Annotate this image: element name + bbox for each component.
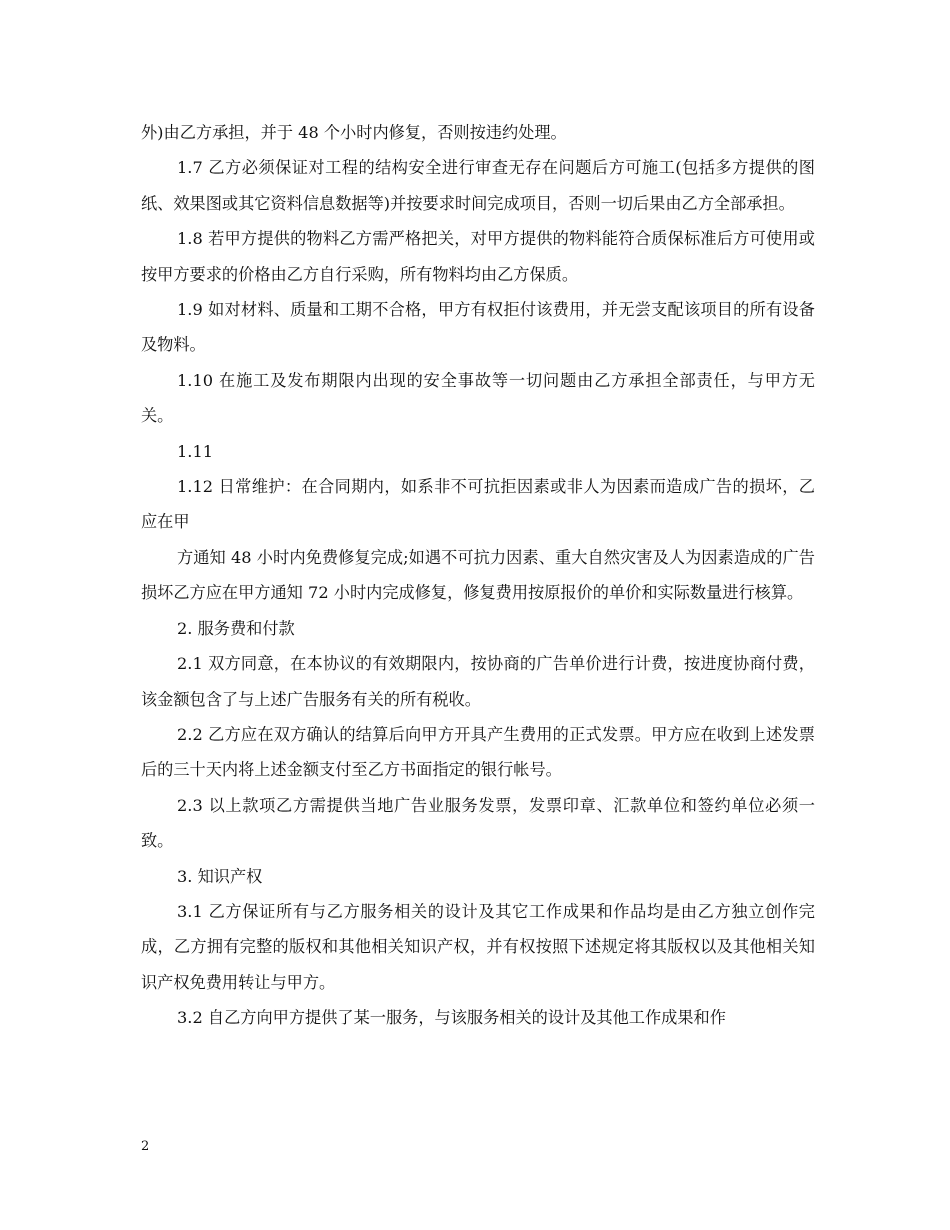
paragraph: 1.11 bbox=[177, 441, 214, 461]
section-heading: 2. 服务费和付款 bbox=[177, 618, 295, 638]
paragraph: 2.1 双方同意，在本协议的有效期限内，按协商的广告单价进行计费，按进度协商付费，该金额包含了与上述广告服务有关的所有税收。 bbox=[141, 654, 815, 709]
section-heading: 3. 知识产权 bbox=[177, 866, 263, 886]
document-body bbox=[141, 115, 815, 1036]
paragraph: 外)由乙方承担，并于 48 个小时内修复，否则按违约处理。 bbox=[141, 123, 567, 142]
paragraph: 2.2 乙方应在双方确认的结算后向甲方开具产生费用的正式发票。甲方应在收到上述发票后的三十天内将上述金额支付至乙方书面指定的银行帐号。 bbox=[141, 724, 815, 780]
paragraph: 方通知 48 小时内免费修复完成;如遇不可抗力因素、重大自然灾害及人为因素造成的广告损坏乙方应在甲方通知 72 小时内完成修复，修复费用按原报价的单价和实际数量进行核算。 bbox=[141, 547, 815, 603]
paragraph: 1.7 乙方必须保证对工程的结构安全进行审查无存在问题后方可施工(包括多方提供的图纸、效果图或其它资料信息数据等)并按要求时间完成项目，否则一切后果由乙方全部承担。 bbox=[141, 158, 815, 213]
paragraph: 3.1 乙方保证所有与乙方服务相关的设计及其它工作成果和作品均是由乙方独立创作完成，乙方拥有完整的版权和其他相关知识产权，并有权按照下述规定将其版权以及其他相关知识产权免费用转让与甲方。 bbox=[141, 901, 815, 992]
paragraph: 3.2 自乙方向甲方提供了某一服务，与该服务相关的设计及其他工作成果和作 bbox=[177, 1008, 726, 1028]
paragraph: 1.8 若甲方提供的物料乙方需严格把关，对甲方提供的物料能符合质保标准后方可使用或按甲方要求的价格由乙方自行采购，所有物料均由乙方保质。 bbox=[141, 229, 815, 284]
page-number: 2 bbox=[141, 1139, 150, 1154]
paragraph: 1.10 在施工及发布期限内出现的安全事故等一切问题由乙方承担全部责任，与甲方无关。 bbox=[141, 370, 815, 426]
paragraph: 1.12 日常维护：在合同期内，如系非不可抗拒因素或非人为因素而造成广告的损坏，乙应在甲 bbox=[141, 477, 815, 532]
paragraph: 1.9 如对材料、质量和工期不合格，甲方有权拒付该费用，并无尝支配该项目的所有设备及物料。 bbox=[141, 300, 815, 355]
paragraph: 2.3 以上款项乙方需提供当地广告业服务发票，发票印章、汇款单位和签约单位必须一致。 bbox=[141, 795, 815, 851]
